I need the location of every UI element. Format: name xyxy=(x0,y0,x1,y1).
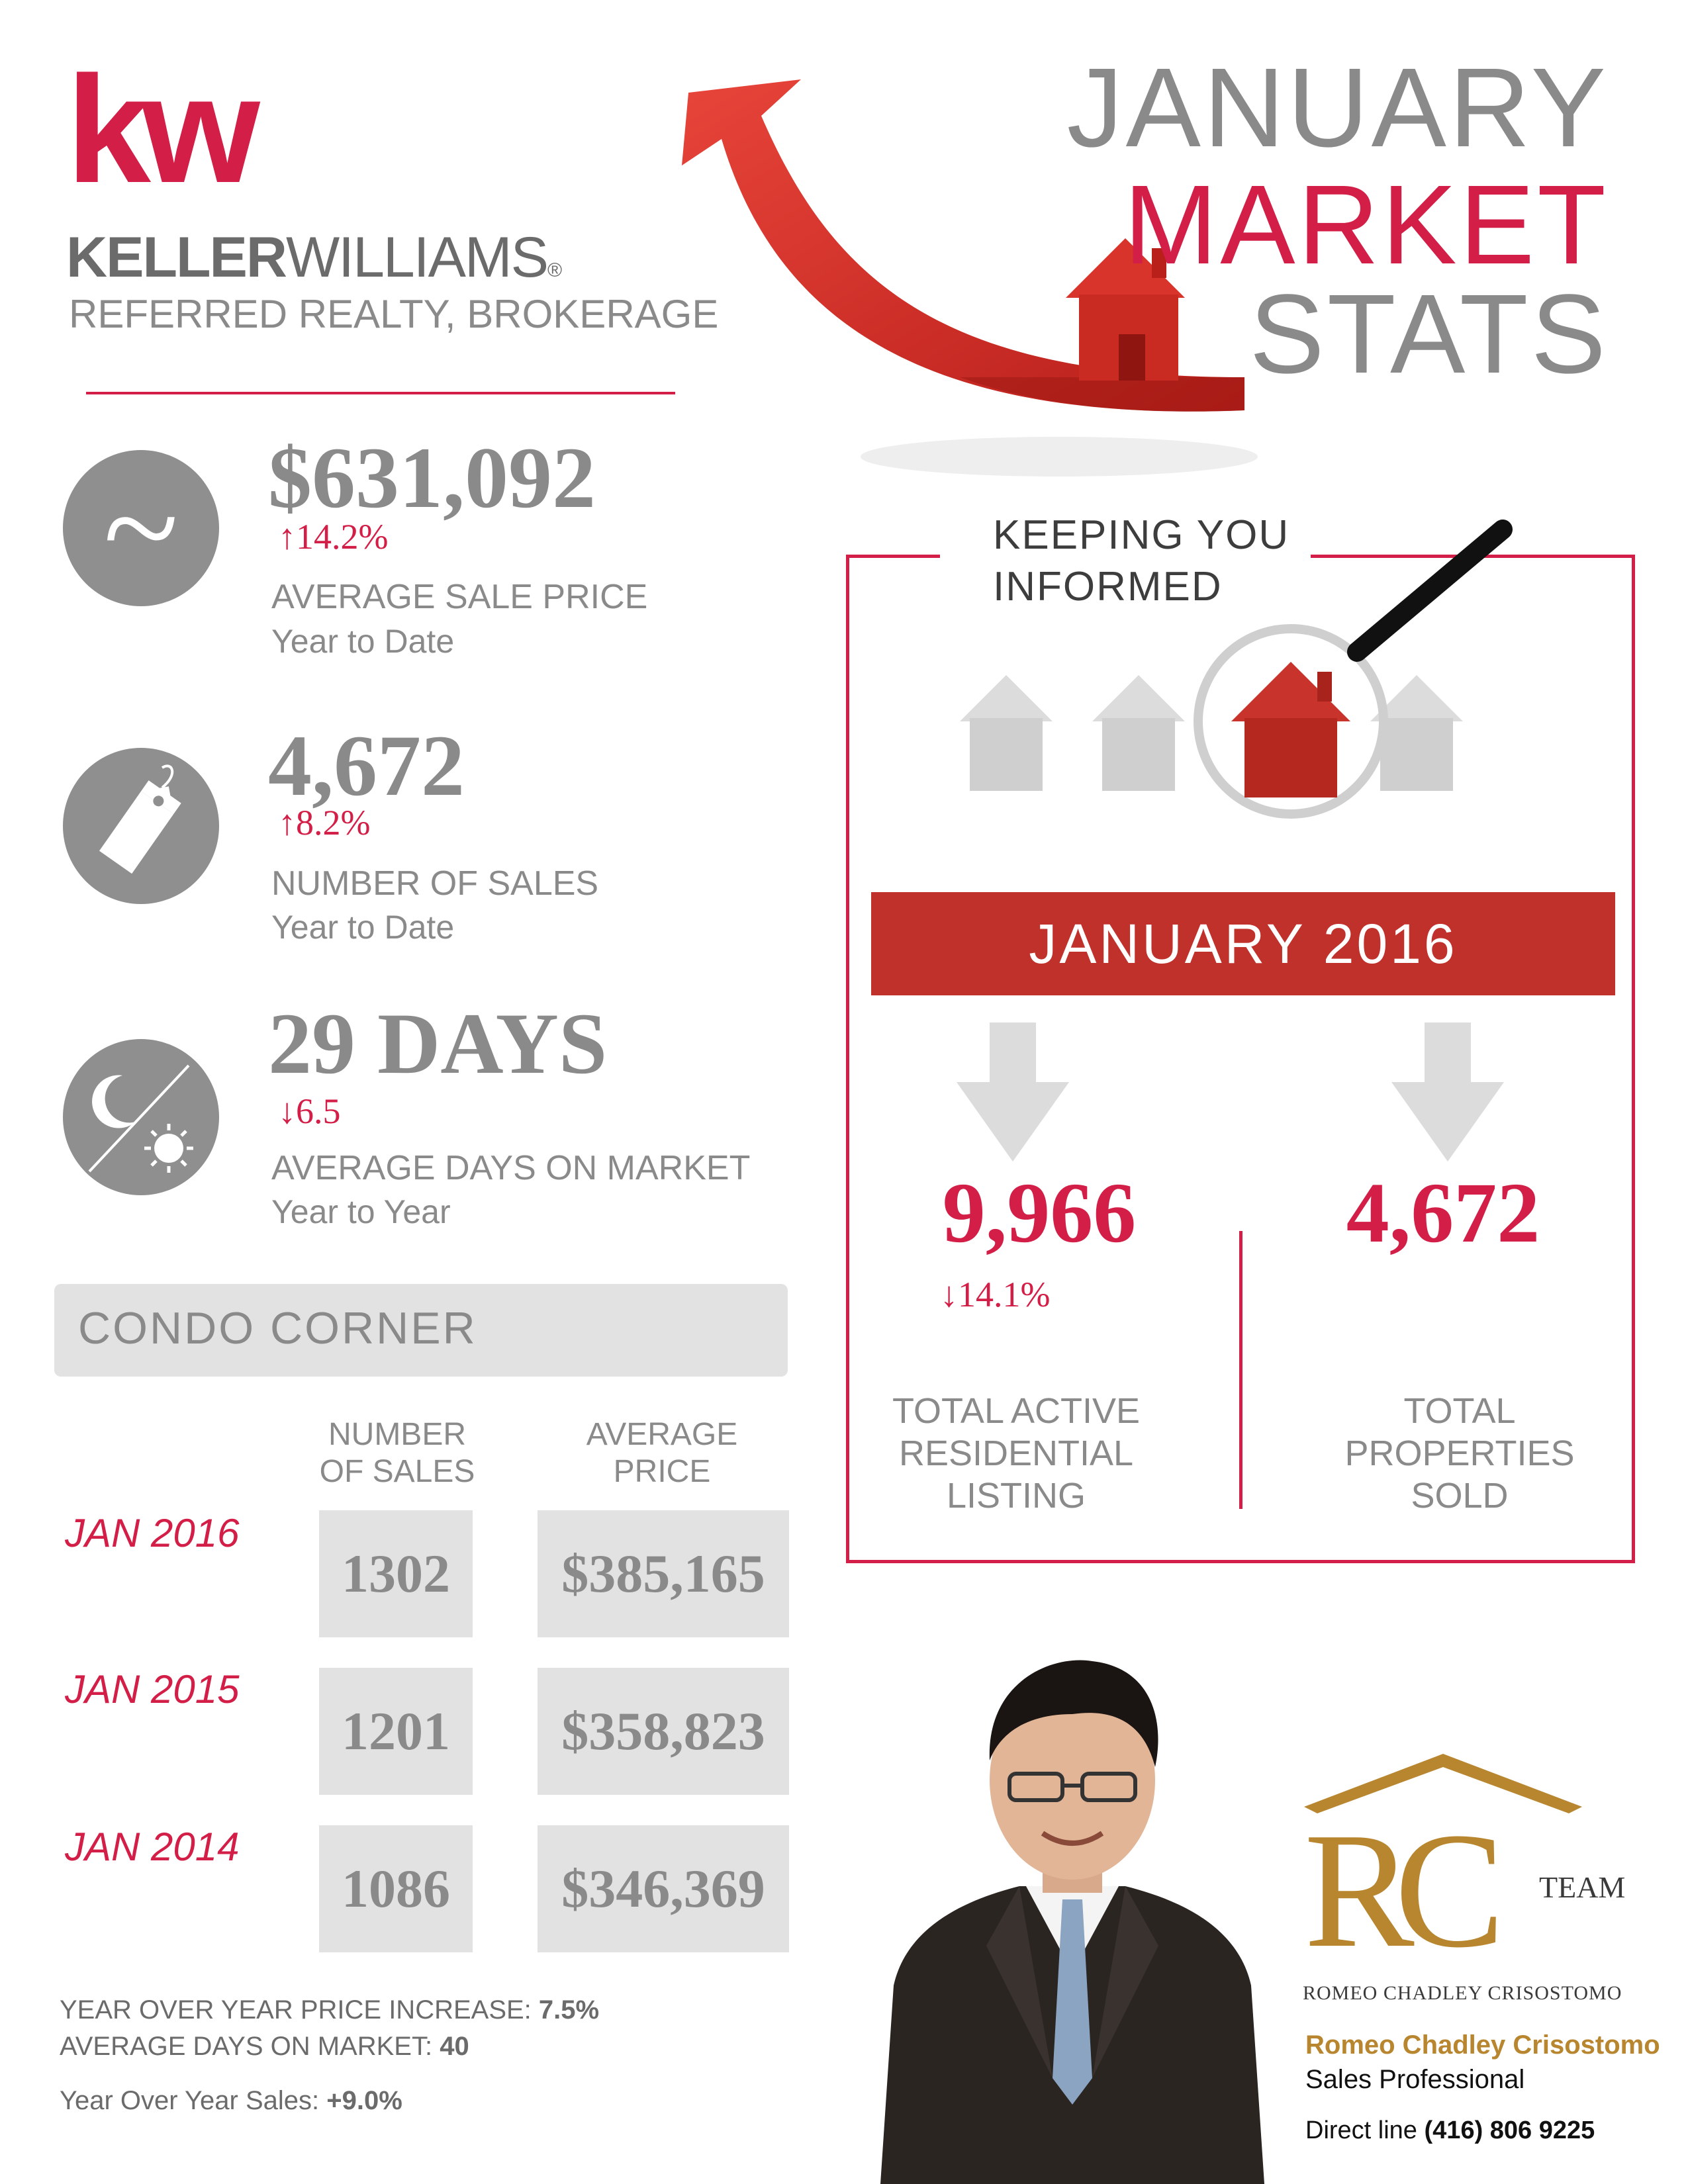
agent-name: Romeo Chadley Crisostomo xyxy=(1305,2030,1660,2060)
condo-row-label: JAN 2015 xyxy=(65,1667,240,1711)
month-banner-text: JANUARY 2016 xyxy=(1029,913,1458,975)
condo-row-label: JAN 2014 xyxy=(65,1825,240,1869)
rc-logo-letters: RC xyxy=(1304,1799,1485,1982)
stat-average-price-period: Year to Date xyxy=(271,623,455,660)
condo-corner-title: CONDO CORNER xyxy=(78,1303,477,1353)
properties-sold-value: 4,672 xyxy=(1346,1165,1540,1261)
footnote-label: AVERAGE DAYS ON MARKET: xyxy=(60,2032,433,2061)
arrow-down-icon xyxy=(1391,1023,1504,1161)
stat-icon-circle xyxy=(63,748,219,904)
phone-number[interactable]: (416) 806 9225 xyxy=(1424,2116,1595,2144)
house-icon xyxy=(1092,675,1185,791)
change-value: 14.1% xyxy=(958,1275,1051,1314)
stat-icon-circle xyxy=(63,1039,219,1195)
agent-portrait xyxy=(854,1615,1291,2184)
label-line: TOTAL xyxy=(1403,1391,1516,1431)
title-january: JANUARY xyxy=(1066,45,1609,171)
stat-days-on-market-period: Year to Year xyxy=(271,1193,451,1230)
footnote-value: 7.5% xyxy=(538,1995,600,2025)
stat-number-of-sales-label: NUMBER OF SALES xyxy=(271,864,599,903)
column-header-line: PRICE xyxy=(613,1454,711,1489)
brand-name-bold: KELLER xyxy=(66,226,286,289)
footnote-year-over-year-sales xyxy=(60,2086,402,2116)
stats-divider xyxy=(1239,1231,1243,1509)
stat-days-on-market-change xyxy=(278,1091,341,1132)
condo-price-cell: $385,165 xyxy=(538,1510,789,1637)
condo-sales-cell: 1086 xyxy=(319,1825,473,1952)
title-stats: STATS xyxy=(1249,271,1609,397)
label-line: RESIDENTIAL xyxy=(898,1433,1134,1473)
arrow-up-icon: ↑ xyxy=(278,517,296,557)
active-listings-value: 9,966 xyxy=(942,1165,1137,1261)
footnote-days-on-market xyxy=(60,2032,469,2062)
footnote-label: YEAR OVER YEAR PRICE INCREASE: xyxy=(60,1995,532,2025)
house-icon xyxy=(960,675,1053,791)
keeping-informed-heading xyxy=(993,510,1289,613)
agent-phone xyxy=(1305,2116,1595,2145)
house-icon xyxy=(1231,662,1350,797)
stat-average-price-value: $631,092 xyxy=(268,429,596,526)
agent-role: Sales Professional xyxy=(1305,2065,1525,2094)
logo-divider xyxy=(86,392,675,394)
label-line: TOTAL ACTIVE xyxy=(892,1391,1141,1431)
change-value: 14.2% xyxy=(296,517,389,557)
price-tag-icon xyxy=(63,748,219,904)
condo-price-cell: $346,369 xyxy=(538,1825,789,1952)
phone-label: Direct line xyxy=(1305,2116,1417,2144)
heading-line: KEEPING YOU xyxy=(993,512,1290,558)
stat-days-on-market-value: 29 DAYS xyxy=(268,995,608,1092)
arrow-down-icon: ↓ xyxy=(278,1091,296,1131)
arrow-down-icon: ↓ xyxy=(940,1275,958,1314)
moon-sun-icon xyxy=(63,1039,219,1195)
footnote-label: Year Over Year Sales: xyxy=(60,2086,320,2115)
brand-subtitle: REFERRED REALTY, BROKERAGE xyxy=(69,292,719,336)
stat-average-price-change xyxy=(278,516,388,557)
footnote-price-increase xyxy=(60,1995,599,2025)
footnote-value: +9.0% xyxy=(326,2086,402,2115)
kw-logo-mark: kw xyxy=(66,66,251,199)
stat-days-on-market-label: AVERAGE DAYS ON MARKET xyxy=(271,1149,751,1187)
condo-row-label: JAN 2016 xyxy=(65,1511,240,1555)
tilde-icon: ~ xyxy=(103,451,179,605)
change-value: 6.5 xyxy=(296,1091,341,1131)
stat-icon-circle xyxy=(63,450,219,606)
brand-name-light: WILLIAMS xyxy=(286,226,547,289)
active-listings-change xyxy=(940,1274,1050,1315)
label-line: SOLD xyxy=(1411,1476,1509,1516)
arrow-down-icon xyxy=(957,1023,1069,1161)
stat-number-of-sales-change xyxy=(278,802,370,843)
condo-price-cell: $358,823 xyxy=(538,1668,789,1795)
stat-average-price-label: AVERAGE SALE PRICE xyxy=(271,578,648,616)
properties-sold-label xyxy=(1297,1390,1622,1517)
stat-number-of-sales-value: 4,672 xyxy=(268,717,465,814)
condo-sales-cell: 1302 xyxy=(319,1510,473,1637)
heading-line: INFORMED xyxy=(993,564,1223,610)
footnote-value: 40 xyxy=(440,2032,469,2061)
column-header-line: AVERAGE xyxy=(586,1417,738,1452)
column-header-line: NUMBER xyxy=(328,1417,466,1452)
arrow-up-icon: ↑ xyxy=(278,803,296,842)
column-header-number-of-sales xyxy=(318,1416,477,1490)
rc-team-word: TEAM xyxy=(1539,1870,1626,1904)
label-line: PROPERTIES xyxy=(1344,1433,1575,1473)
change-value: 8.2% xyxy=(296,803,371,842)
title-market: MARKET xyxy=(1123,162,1609,288)
active-listings-label xyxy=(854,1390,1178,1517)
stat-number-of-sales-period: Year to Date xyxy=(271,909,455,946)
keller-williams-logo xyxy=(66,66,291,199)
condo-sales-cell: 1201 xyxy=(319,1668,473,1795)
brand-name xyxy=(66,225,561,291)
label-line: LISTING xyxy=(946,1476,1086,1516)
column-header-line: OF SALES xyxy=(319,1454,475,1489)
column-header-average-price xyxy=(536,1416,788,1490)
registered-mark: ® xyxy=(547,259,561,281)
rc-logo-fullname: ROMEO CHADLEY CRISOSTOMO xyxy=(1303,1982,1622,2004)
